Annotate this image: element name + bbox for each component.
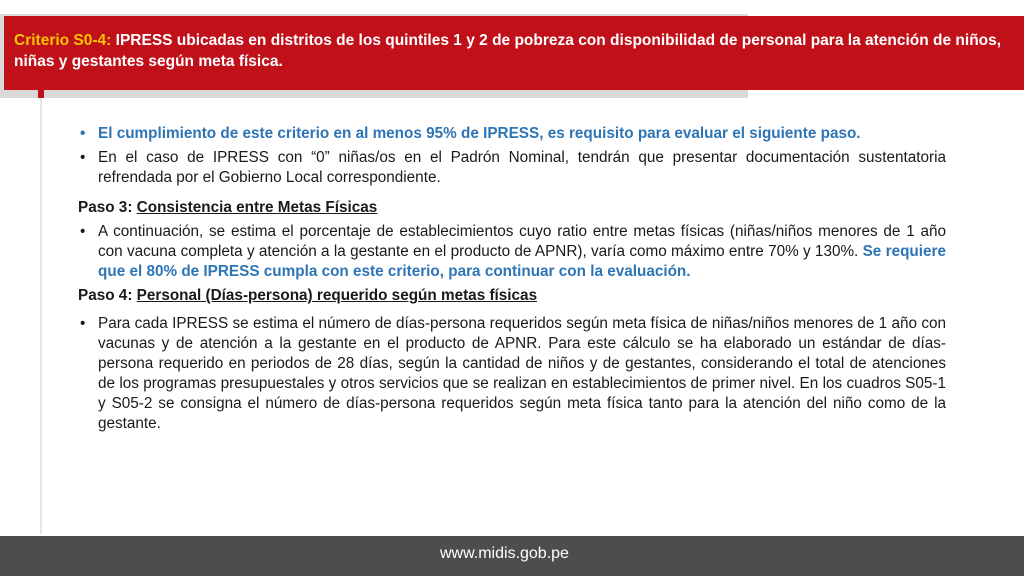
criterion-code: Criterio S0-4: (14, 32, 112, 49)
paso4-prefix: Paso 4: (78, 287, 137, 304)
paso3-bullet-text: A continuación, se estima el porcentaje de establecimientos cuyo ratio entre metas físicas (niñas/niños menores de 1 año con vacuna completa y atención a la gestante en el producto de APNR), varía como máximo entre 70% y 130%. (98, 223, 946, 260)
paso3-prefix: Paso 3: (78, 199, 137, 216)
left-vertical-rule (40, 90, 42, 534)
title-banner (4, 16, 1024, 90)
slide-content (78, 124, 946, 434)
banner-title: IPRESS ubicadas en distritos de los quintiles 1 y 2 de pobreza con disponibilidad de personal para la atención de niños, niñas y gestantes según meta física. (14, 32, 1002, 70)
left-accent-mark (38, 90, 44, 98)
bullet-requirement: • El cumplimiento de este criterio en al menos 95% de IPRESS, es requisito para evaluar el siguiente paso. (78, 124, 946, 144)
paso3-bullet (78, 222, 946, 282)
paso3-bullet-highlight: Se requiere que el 80% de IPRESS cumpla con este criterio, para continuar con la evaluación. (98, 243, 946, 280)
paso4-title: Personal (Días-persona) requerido según metas físicas (136, 287, 538, 304)
footer-url-link[interactable]: www.midis.gob.pe (440, 545, 569, 562)
bullet-padron-nominal: • En el caso de IPRESS con “0” niñas/os en el Padrón Nominal, tendrán que presentar documentación sustentatoria refrendada por el Gobierno Local correspondiente. (78, 148, 946, 188)
paso4-heading (78, 286, 946, 306)
paso3-title: Consistencia entre Metas Físicas (136, 199, 378, 216)
paso3-heading (78, 198, 946, 218)
footer-bar (0, 536, 1024, 576)
paso4-bullet: • Para cada IPRESS se estima el número de días-persona requeridos según meta física de niñas/niños menores de 1 año con vacunas y de atención a la gestante en el producto de APNR. Para este cálculo se ha elaborado un estándar de días-persona requerido en periodos de 28 días, según la cantidad de niños y de gestantes, considerando el total de atenciones de los programas presupuestales y otros servicios que se realizan en establecimientos de primer nivel. En los cuadros S05-1 y S05-2 se consigna el número de días-persona requeridos según meta física tanto para la atención del niño como de la gestante. (78, 314, 946, 434)
